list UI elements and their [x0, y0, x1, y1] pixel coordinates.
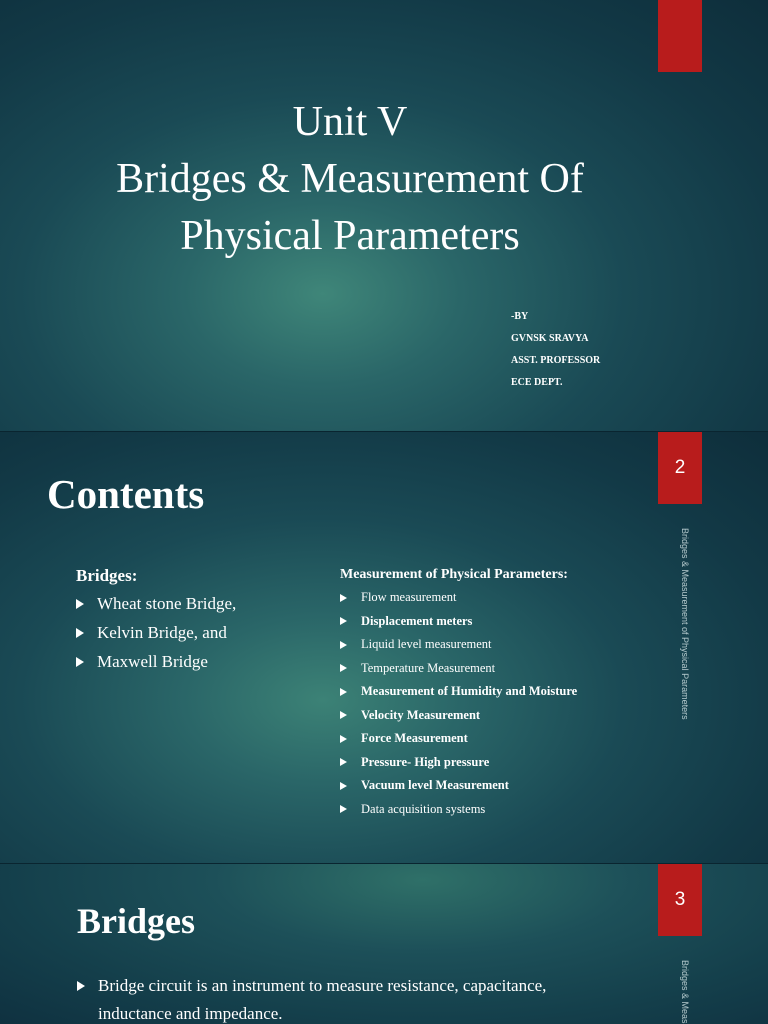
list-item-label: Velocity Measurement — [361, 707, 481, 722]
body-text-line2: inductance and impedance. — [98, 1004, 283, 1023]
list-item-label: Liquid level measurement — [361, 637, 492, 651]
bullet-arrow-icon — [76, 657, 84, 667]
contents-heading: Contents — [47, 471, 205, 517]
list-item — [340, 610, 577, 634]
bridges-body — [77, 972, 633, 1024]
list-item — [76, 589, 236, 618]
bullet-arrow-icon — [340, 711, 347, 719]
list-item-label: Maxwell Bridge — [97, 652, 208, 671]
list-item — [340, 680, 577, 704]
bridges-heading: Bridges — [77, 901, 196, 941]
list-item — [340, 751, 577, 775]
list-item — [340, 727, 577, 751]
bullet-arrow-icon — [340, 617, 347, 625]
list-item-label: Measurement of Humidity and Moisture — [361, 684, 578, 698]
list-item — [340, 633, 577, 657]
slide-title-text — [0, 94, 700, 265]
list-item-label: Pressure- High pressure — [361, 754, 490, 769]
list-item-label: Force Measurement — [361, 731, 468, 745]
bridges-column — [76, 563, 236, 676]
side-footer-text: Bridges & Measurement of Physical Parameters — [680, 528, 690, 720]
bullet-arrow-icon — [340, 735, 347, 743]
byline-author: GVNSK SRAVYA — [511, 333, 589, 344]
list-item — [340, 657, 577, 681]
list-item — [340, 774, 577, 798]
author-byline — [511, 306, 600, 394]
list-item-label: Flow measurement — [361, 590, 457, 604]
list-item — [340, 586, 577, 610]
bullet-arrow-icon — [340, 688, 347, 696]
measurement-list — [340, 586, 577, 821]
slide-title — [0, 0, 768, 432]
bullet-arrow-icon — [340, 805, 347, 813]
bridges-column-heading: Bridges: — [76, 566, 138, 585]
slide-number-tab — [658, 0, 702, 72]
measurement-column-heading: Measurement of Physical Parameters: — [340, 567, 568, 582]
byline-by: -BY — [511, 311, 529, 322]
bullet-arrow-icon — [340, 641, 347, 649]
body-text-line1: Bridge circuit is an instrument to measure resistance, capacitance, — [98, 976, 547, 995]
list-item — [76, 618, 236, 647]
bullet-arrow-icon — [76, 628, 84, 638]
bridges-list — [76, 589, 236, 676]
list-item — [340, 704, 577, 728]
list-item-label: Wheat stone Bridge, — [97, 594, 237, 613]
list-item — [340, 798, 577, 822]
slide-number-tab: 2 — [658, 432, 702, 504]
bullet-arrow-icon — [340, 758, 347, 766]
byline-department: ECE DEPT. — [511, 377, 563, 388]
bullet-arrow-icon — [77, 981, 85, 991]
slide-bridges — [0, 864, 768, 1024]
bullet-arrow-icon — [340, 782, 347, 790]
slide-contents — [0, 432, 768, 864]
list-item — [76, 647, 236, 676]
list-item — [77, 972, 633, 1000]
measurement-column — [340, 564, 577, 821]
list-item-label: Temperature Measurement — [361, 660, 496, 675]
list-item-label: Displacement meters — [361, 613, 473, 628]
list-item-label: Vacuum level Measurement — [361, 778, 509, 792]
slide-number-tab: 3 — [658, 864, 702, 936]
list-item-label: Data acquisition systems — [361, 801, 486, 816]
side-footer-text: Bridges & Meas — [680, 960, 690, 1024]
list-item-label: Kelvin Bridge, and — [97, 623, 227, 642]
title-line-unit: Unit V — [292, 99, 408, 145]
byline-designation: ASST. PROFESSOR — [511, 355, 601, 366]
title-line-parameters: Physical Parameters — [180, 213, 520, 259]
title-line-bridges: Bridges & Measurement Of — [116, 156, 584, 202]
bullet-arrow-icon — [340, 664, 347, 672]
bullet-arrow-icon — [340, 594, 347, 602]
bullet-arrow-icon — [76, 599, 84, 609]
